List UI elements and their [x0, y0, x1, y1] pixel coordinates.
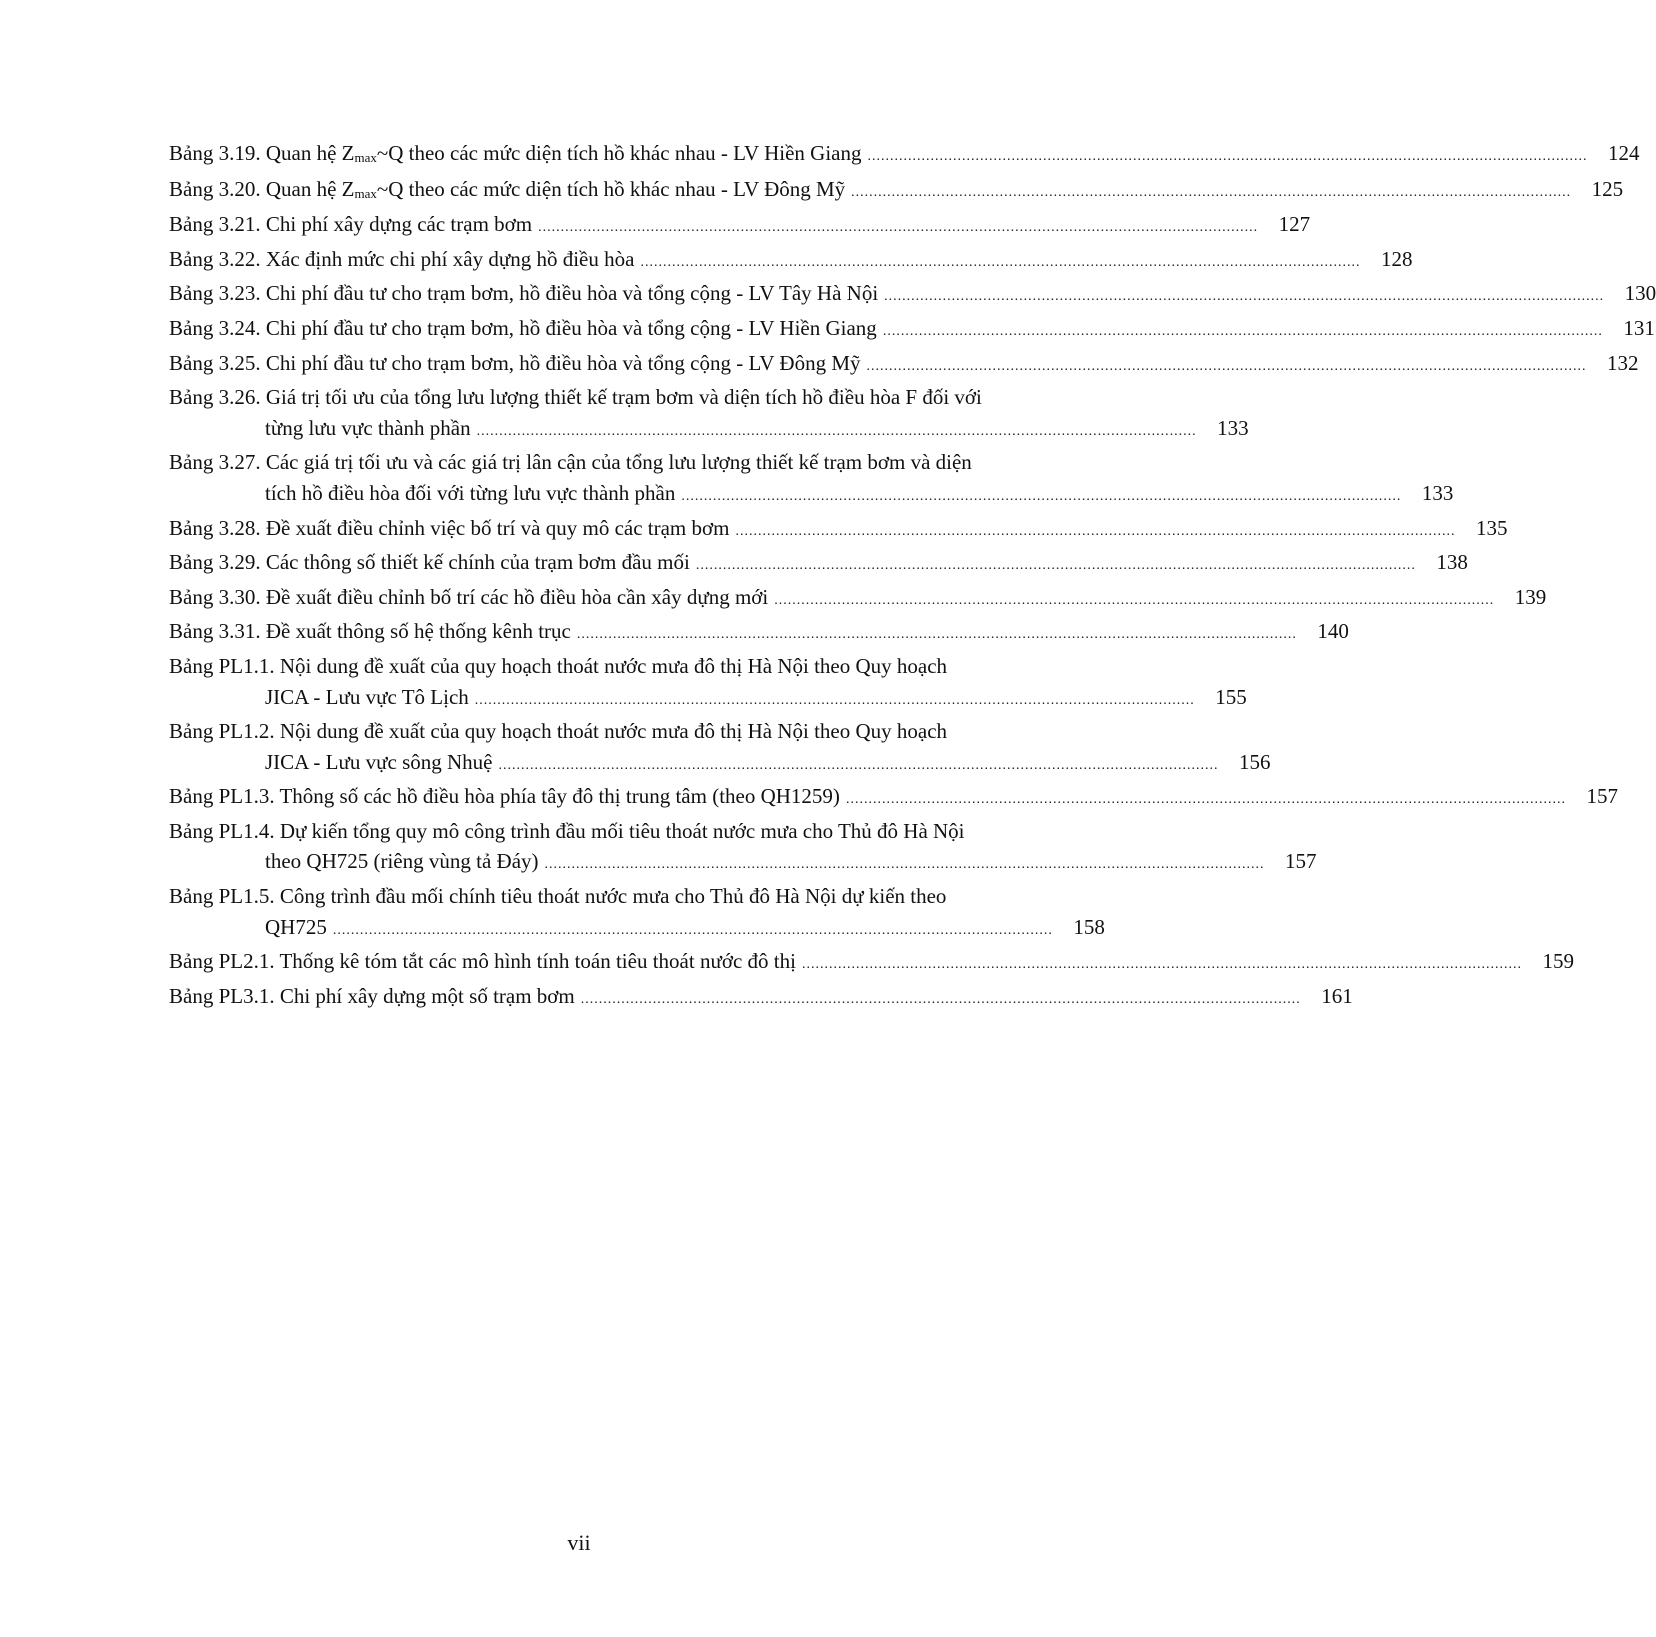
dot-leader: ................................................................................................................................................................ — [476, 423, 1197, 439]
toc-page-number: 127 — [1278, 212, 1311, 237]
toc-entry-title: Bảng 3.19. Quan hệ $Z_{max}\sim Q$ theo các mức diện tích hồ khác nhau - LV Hiền Giang — [169, 141, 862, 165]
toc-entry[interactable] — [169, 513, 1508, 548]
toc-entry-title: Bảng 3.31. Đề xuất thông số hệ thống kênh trục — [169, 619, 571, 644]
toc-entry-title: Bảng PL1.1. Nội dung đề xuất của quy hoạch thoát nước mưa đô thị Hà Nội theo Quy hoạch — [169, 653, 948, 678]
toc-entry-title: Bảng 3.21. Chi phí xây dựng các trạm bơm — [169, 212, 533, 237]
toc-entry[interactable] — [169, 447, 1454, 512]
dot-leader: ................................................................................................................................................................ — [884, 289, 1605, 305]
toc-page-number: 130 — [1624, 281, 1656, 306]
dot-leader: ................................................................................................................................................................ — [735, 523, 1456, 539]
toc-page-number: 155 — [1215, 684, 1247, 709]
dot-leader: ................................................................................................................................................................ — [866, 358, 1587, 374]
toc-entry-title: Bảng 3.28. Đề xuất điều chỉnh việc bố trí và quy mô các trạm bơm — [169, 515, 730, 540]
dot-leader: ................................................................................................................................................................ — [544, 857, 1265, 873]
dot-leader: ................................................................................................................................................................ — [538, 220, 1259, 236]
toc-entry-title: Bảng 3.29. Các thông số thiết kế chính của trạm bơm đầu mối — [169, 550, 690, 575]
toc-entry[interactable] — [169, 981, 1353, 1016]
toc-entry-title: Bảng PL1.2. Nội dung đề xuất của quy hoạch thoát nước mưa đô thị Hà Nội theo Quy hoạch — [169, 719, 948, 744]
dot-leader: ................................................................................................................................................................ — [801, 957, 1522, 973]
table-of-contents — [169, 138, 1656, 1015]
toc-entry[interactable] — [169, 816, 1317, 881]
toc-page-number: 133 — [1217, 415, 1249, 440]
toc-entry[interactable] — [169, 138, 1640, 174]
toc-entry-title: Bảng PL1.3. Thông số các hồ điều hòa phía tây đô thị trung tâm (theo QH1259) — [169, 784, 840, 809]
toc-entry[interactable] — [169, 278, 1656, 313]
dot-leader: ................................................................................................................................................................ — [332, 922, 1053, 938]
dot-leader: ................................................................................................................................................................ — [695, 558, 1416, 574]
page-number-footer: vii — [567, 1530, 591, 1555]
dot-leader: ................................................................................................................................................................ — [774, 592, 1495, 608]
toc-entry-title-continued: tích hồ điều hòa đối với từng lưu vực thành phần — [265, 480, 676, 505]
toc-entry-title: Bảng 3.27. Các giá trị tối ưu và các giá trị lân cận của tổng lưu lượng thiết kế trạm bơm và diện — [169, 450, 972, 475]
toc-entry-title-continued: từng lưu vực thành phần — [265, 415, 471, 440]
toc-entry-title: Bảng 3.26. Giá trị tối ưu của tổng lưu lượng thiết kế trạm bơm và diện tích hồ điều hòa F đối với — [169, 385, 982, 410]
toc-entry[interactable] — [169, 651, 1247, 716]
toc-entry[interactable] — [169, 382, 1249, 447]
dot-leader: ................................................................................................................................................................ — [576, 627, 1297, 643]
toc-entry[interactable] — [169, 616, 1349, 651]
toc-page-number: 131 — [1623, 315, 1655, 340]
toc-page-number: 158 — [1073, 914, 1105, 939]
toc-entry[interactable] — [169, 781, 1618, 816]
toc-page-number: 157 — [1285, 849, 1317, 874]
toc-page-number: 128 — [1380, 246, 1413, 271]
toc-entry-title-continued: QH725 — [265, 914, 327, 939]
dot-leader: ................................................................................................................................................................ — [867, 149, 1588, 164]
toc-entry[interactable] — [169, 313, 1655, 348]
toc-page-number: 139 — [1514, 584, 1547, 609]
toc-page-number: 125 — [1591, 176, 1624, 201]
toc-entry-title: Bảng 3.25. Chi phí đầu tư cho trạm bơm, hồ điều hòa và tổng cộng - LV Đông Mỹ — [169, 350, 861, 375]
toc-entry[interactable] — [169, 716, 1271, 781]
toc-page-number: 156 — [1239, 749, 1271, 774]
toc-page-number: 140 — [1317, 619, 1349, 644]
dot-leader: ................................................................................................................................................................ — [498, 757, 1219, 773]
toc-entry-title-continued: JICA - Lưu vực sông Nhuệ — [265, 749, 493, 774]
toc-entry[interactable] — [169, 209, 1311, 244]
toc-entry[interactable] — [169, 244, 1413, 279]
dot-leader: ................................................................................................................................................................ — [474, 692, 1195, 708]
toc-entry-title: Bảng 3.24. Chi phí đầu tư cho trạm bơm, hồ điều hòa và tổng cộng - LV Hiền Giang — [169, 315, 877, 340]
toc-entry-title-continued: JICA - Lưu vực Tô Lịch — [265, 684, 469, 709]
toc-entry-title: Bảng PL1.5. Công trình đầu mối chính tiêu thoát nước mưa cho Thủ đô Hà Nội dự kiến theo — [169, 884, 947, 909]
toc-entry[interactable] — [169, 582, 1547, 617]
toc-entry-title: Bảng PL1.4. Dự kiến tổng quy mô công trình đầu mối tiêu thoát nước mưa cho Thủ đô Hà Nội — [169, 818, 965, 843]
toc-entry[interactable] — [169, 946, 1574, 981]
toc-page-number: 133 — [1421, 480, 1454, 505]
dot-leader: ................................................................................................................................................................ — [640, 254, 1361, 270]
dot-leader: ................................................................................................................................................................ — [580, 991, 1301, 1007]
toc-entry[interactable] — [169, 881, 1105, 946]
toc-page-number: 132 — [1607, 350, 1639, 375]
toc-page-number: 161 — [1321, 983, 1353, 1008]
dot-leader: ................................................................................................................................................................ — [845, 792, 1566, 808]
toc-page-number: 157 — [1586, 784, 1618, 809]
toc-page-number: 135 — [1475, 515, 1508, 540]
dot-leader: ................................................................................................................................................................ — [681, 488, 1402, 504]
toc-entry[interactable] — [169, 348, 1639, 383]
toc-entry-title: Bảng 3.20. Quan hệ $Z_{max}\sim Q$ theo các mức diện tích hồ khác nhau - LV Đông Mỹ — [169, 176, 846, 201]
dot-leader: ................................................................................................................................................................ — [851, 184, 1572, 200]
dot-leader: ................................................................................................................................................................ — [882, 323, 1603, 339]
toc-entry[interactable] — [169, 547, 1468, 582]
toc-page-number: 138 — [1436, 550, 1468, 575]
toc-entry-title: Bảng 3.23. Chi phí đầu tư cho trạm bơm, hồ điều hòa và tổng cộng - LV Tây Hà Nội — [169, 281, 879, 306]
toc-page-number: 159 — [1542, 949, 1574, 974]
toc-entry-title: Bảng PL3.1. Chi phí xây dựng một số trạm bơm — [169, 983, 575, 1008]
toc-entry-title-continued: theo QH725 (riêng vùng tả Đáy) — [265, 849, 539, 874]
toc-entry-title: Bảng 3.30. Đề xuất điều chỉnh bố trí các hồ điều hòa cần xây dựng mới — [169, 584, 769, 609]
toc-entry-title: Bảng PL2.1. Thống kê tóm tắt các mô hình tính toán tiêu thoát nước đô thị — [169, 949, 796, 974]
toc-page-number: 124 — [1607, 141, 1640, 165]
toc-entry[interactable] — [169, 174, 1624, 210]
toc-entry-title: Bảng 3.22. Xác định mức chi phí xây dựng hồ điều hòa — [169, 246, 635, 271]
